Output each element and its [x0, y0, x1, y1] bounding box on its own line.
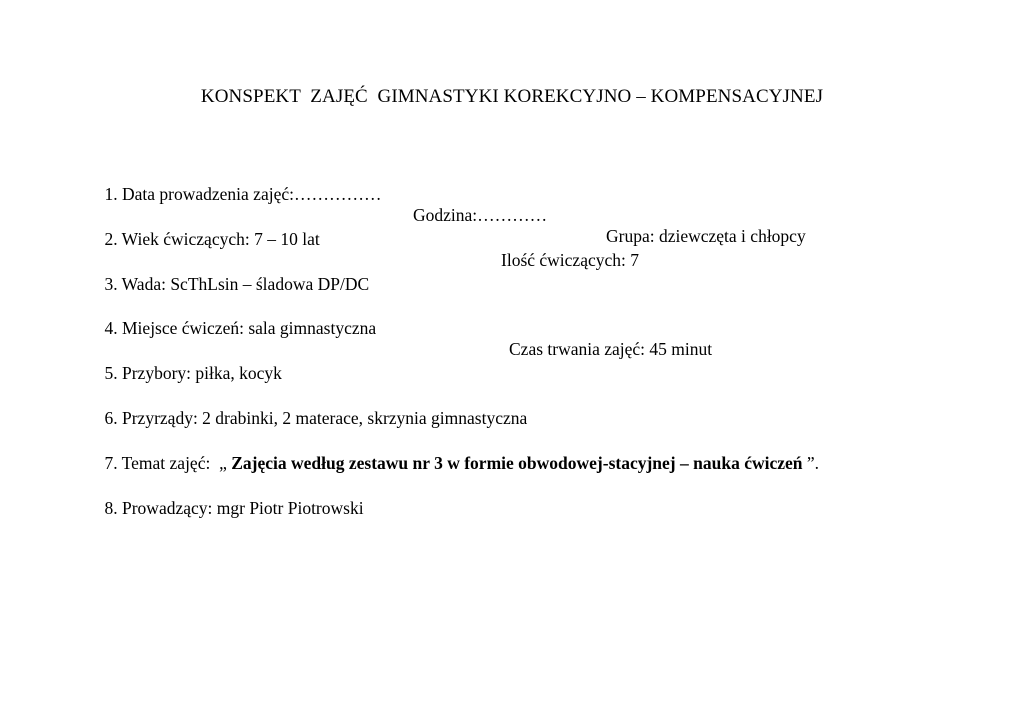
item-topic: Zajęcia według zestawu nr 3 w formie obwodowej-stacyjnej – nauka ćwiczeń	[231, 453, 803, 473]
item-age: 2. Wiek ćwiczących: 7 – 10 lat	[104, 229, 320, 249]
item-place: 4. Miejsce ćwiczeń: sala gimnastyczna	[104, 318, 377, 338]
item-date: 1. Data prowadzenia zajęć:……………	[104, 184, 382, 204]
document-title: KONSPEKT ZAJĘĆ GIMNASTYKI KOREKCYJNO – KOMPENSACYJNEJ	[200, 86, 824, 107]
item-defect: 3. Wada: ScThLsin – śladowa DP/DC	[104, 274, 370, 294]
item-equipment: 5. Przybory: piłka, kocyk	[104, 363, 282, 383]
item-topic-label: 7. Temat zajęć: „	[104, 453, 232, 473]
item-instructor-line	[87, 477, 364, 540]
item-hour: Godzina:…………	[413, 205, 548, 225]
item-topic-suffix: ”.	[802, 453, 820, 473]
item-instructor: 8. Prowadzący: mgr Piotr Piotrowski	[104, 498, 364, 518]
item-duration: Czas trwania zajęć: 45 minut	[509, 339, 713, 359]
item-apparatus: 6. Przyrządy: 2 drabinki, 2 materace, skrzynia gimnastyczna	[104, 408, 528, 428]
item-count: Ilość ćwiczących: 7	[501, 250, 639, 270]
item-group: Grupa: dziewczęta i chłopcy	[606, 226, 806, 246]
